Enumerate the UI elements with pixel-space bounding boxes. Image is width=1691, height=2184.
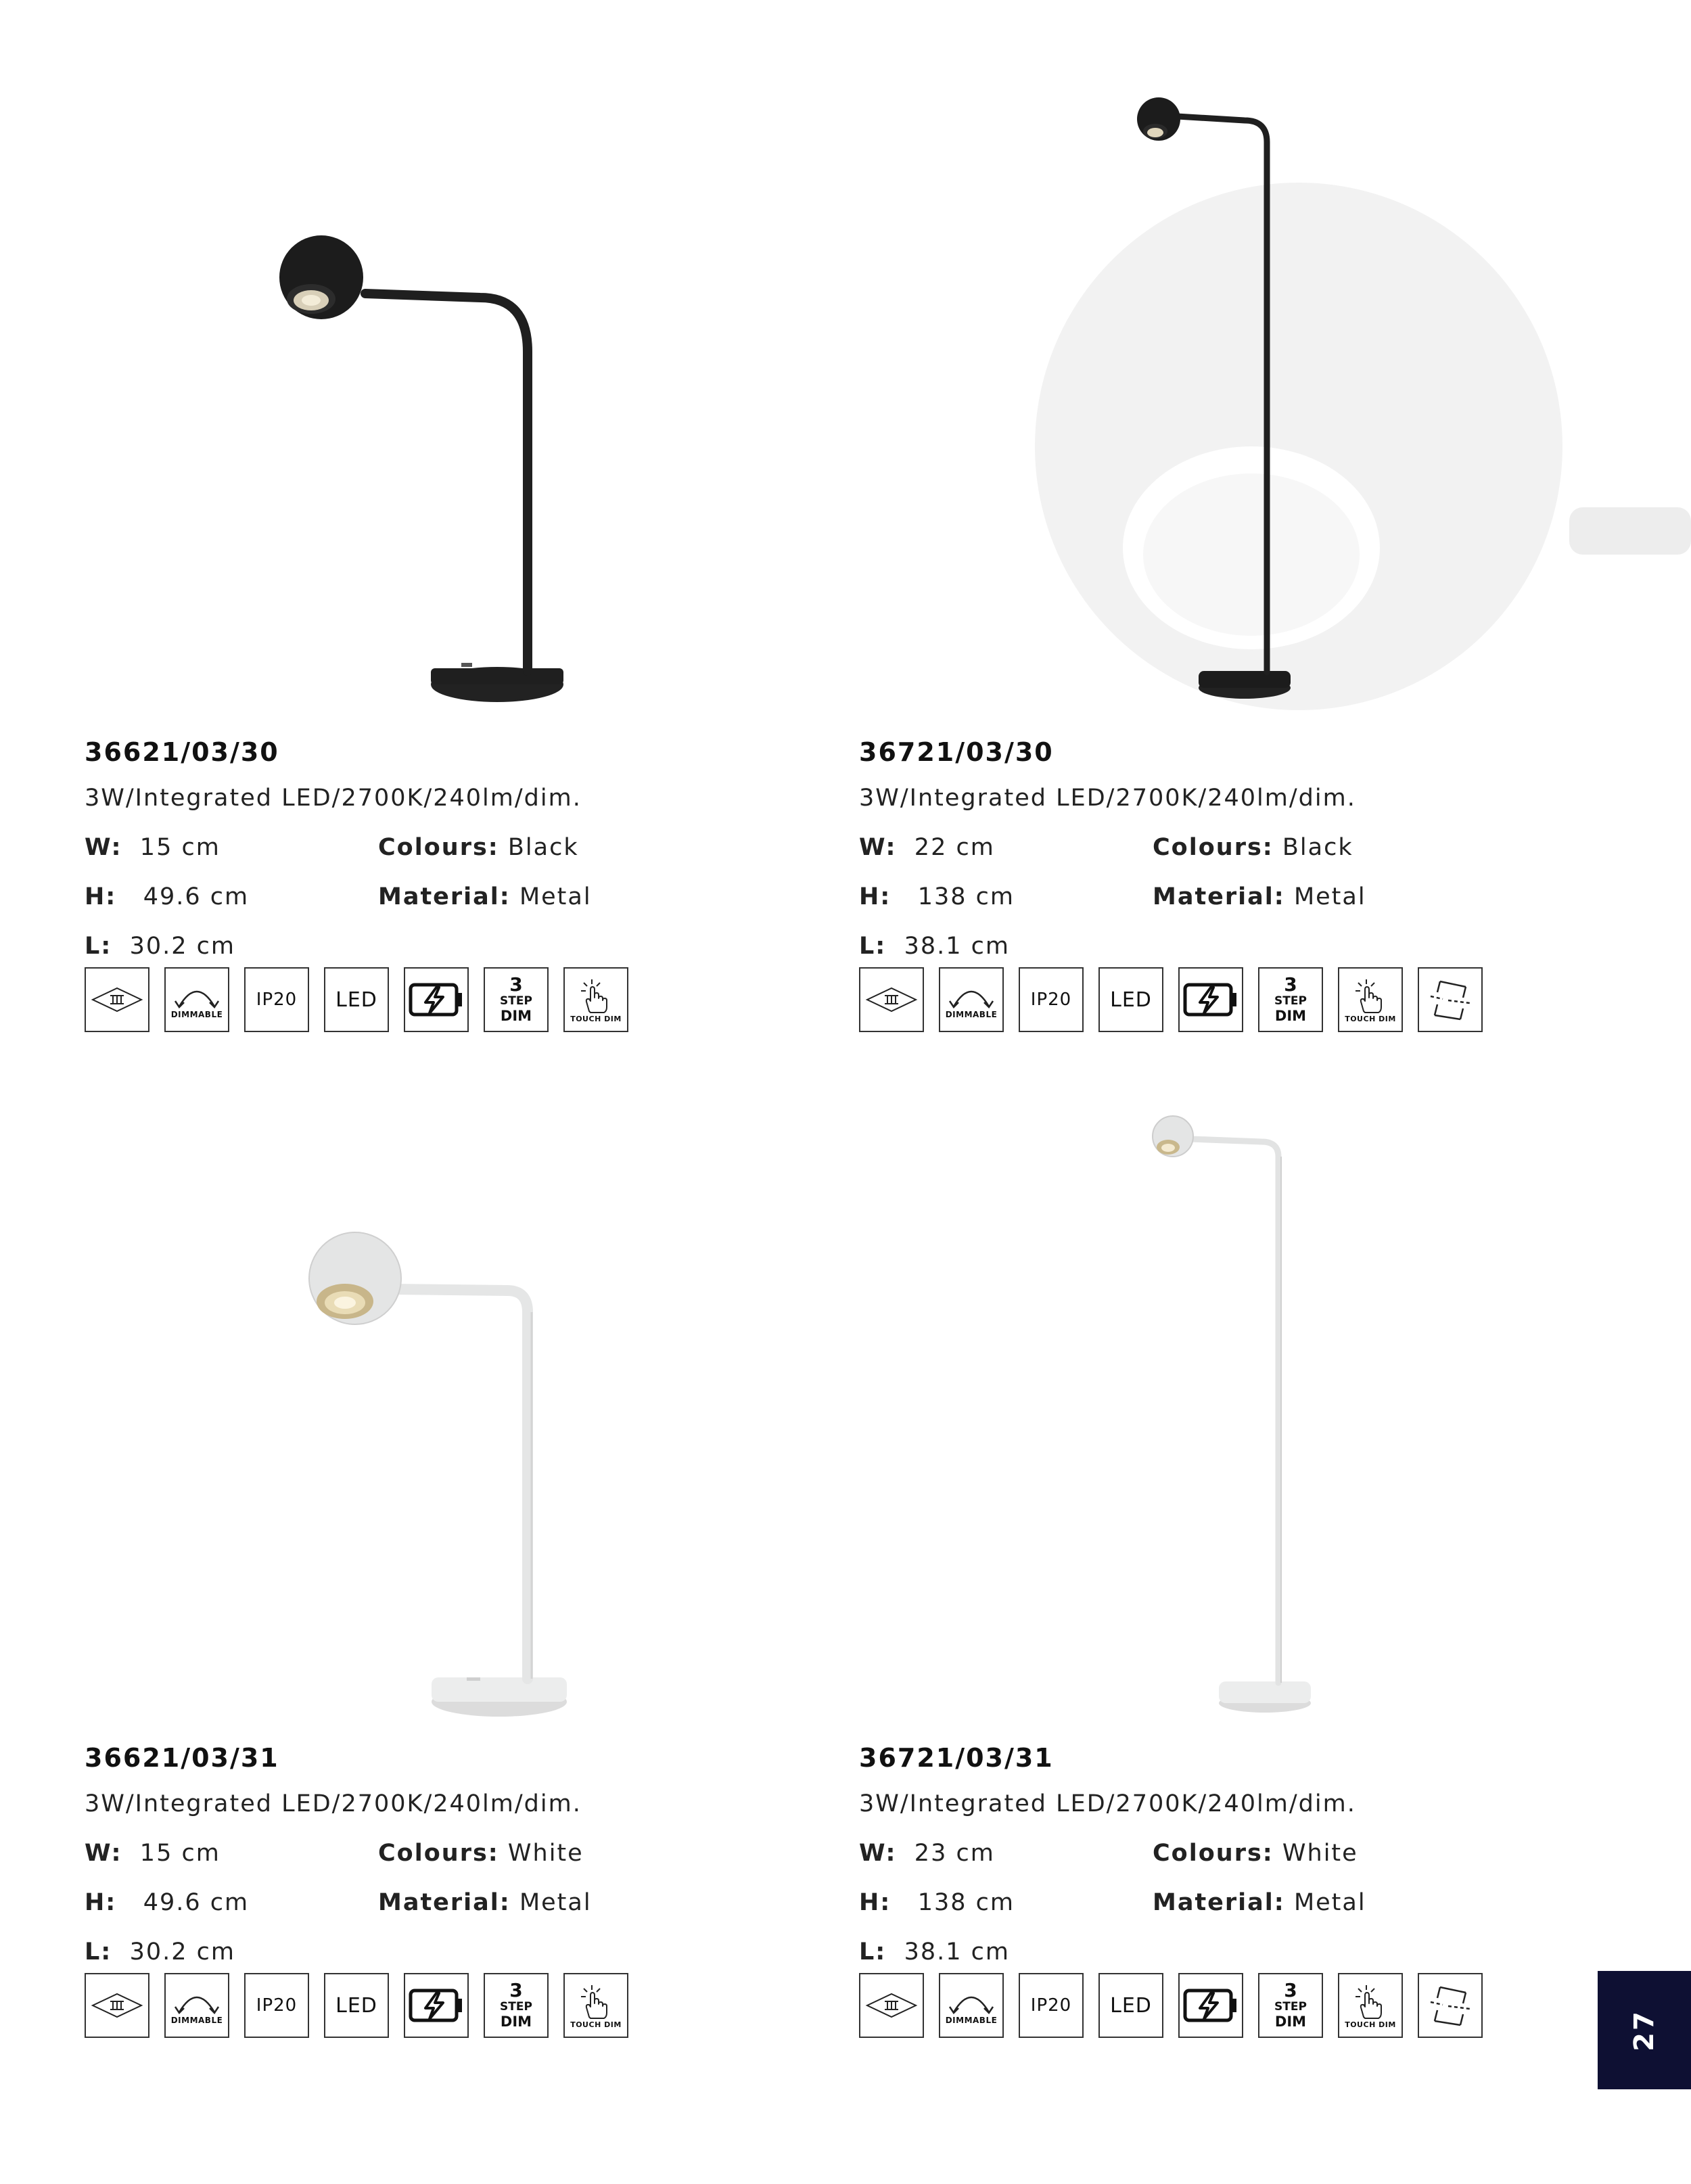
height-spec xyxy=(859,1889,1015,1916)
material-value: Metal xyxy=(519,883,592,910)
product-code: 36721/03/30 xyxy=(859,737,1054,767)
ip-rating: IP20 xyxy=(256,1995,298,2016)
height-label: H: xyxy=(859,1889,891,1916)
width-spec xyxy=(859,834,995,861)
material-label: Material: xyxy=(378,1889,511,1916)
step-count: 3 xyxy=(509,973,523,996)
ip20-icon xyxy=(1019,967,1084,1032)
length-label: L: xyxy=(85,933,112,960)
length-value: 30.2 cm xyxy=(129,1938,235,1966)
product-spec: 3W/Integrated LED/2700K/240lm/dim. xyxy=(85,1790,582,1817)
material-value: Metal xyxy=(1293,1889,1366,1916)
ip20-icon xyxy=(1019,1973,1084,2038)
step-count: 3 xyxy=(1284,1979,1297,2001)
led-icon xyxy=(324,1973,389,2038)
length-label: L: xyxy=(859,1938,887,1966)
touch-dim-icon xyxy=(563,967,628,1032)
dim-label: DIM xyxy=(500,2014,532,2030)
page-number: 27 xyxy=(1628,2009,1660,2051)
ip-rating: IP20 xyxy=(1030,1995,1072,2016)
rechargeable-battery-icon xyxy=(404,967,469,1032)
led-label: LED xyxy=(335,988,377,1012)
length-value: 38.1 cm xyxy=(904,1938,1010,1966)
length-value: 30.2 cm xyxy=(129,933,235,960)
class-3-icon xyxy=(85,1973,149,2038)
led-icon xyxy=(1098,967,1163,1032)
dimmable-caption: DIMMABLE xyxy=(945,1010,998,1019)
colours-spec xyxy=(378,834,579,861)
class-3-icon xyxy=(859,967,924,1032)
colours-spec xyxy=(1153,1840,1358,1867)
touch-dim-caption: TOUCH DIM xyxy=(1345,1014,1396,1023)
touch-dim-caption: TOUCH DIM xyxy=(570,1014,622,1023)
three-step-dim-icon xyxy=(484,967,549,1032)
led-icon xyxy=(324,967,389,1032)
colours-label: Colours: xyxy=(1153,834,1274,861)
material-value: Metal xyxy=(1293,883,1366,910)
height-spec xyxy=(859,883,1015,910)
product-code: 36621/03/31 xyxy=(85,1743,279,1773)
width-value: 22 cm xyxy=(914,834,995,861)
width-label: W: xyxy=(85,834,122,861)
length-label: L: xyxy=(859,933,887,960)
dim-label: DIM xyxy=(1274,1008,1307,1024)
dimmable-icon xyxy=(164,1973,229,2038)
product-spec: 3W/Integrated LED/2700K/240lm/dim. xyxy=(859,1790,1356,1817)
led-icon xyxy=(1098,1973,1163,2038)
touch-dim-icon xyxy=(1338,1973,1403,2038)
step-label: STEP xyxy=(1274,2000,1307,2014)
length-spec xyxy=(859,933,1010,960)
width-value: 15 cm xyxy=(139,1840,221,1867)
product-spec: 3W/Integrated LED/2700K/240lm/dim. xyxy=(859,785,1356,812)
touch-dim-caption: TOUCH DIM xyxy=(570,2020,622,2029)
adjustable-head-icon xyxy=(1418,1973,1483,2038)
dimmable-icon xyxy=(939,967,1004,1032)
colours-label: Colours: xyxy=(378,1840,499,1867)
width-spec xyxy=(859,1840,995,1867)
led-label: LED xyxy=(335,1993,377,2018)
height-spec xyxy=(85,1889,249,1916)
class-3-icon xyxy=(859,1973,924,2038)
material-spec xyxy=(1153,1889,1366,1916)
length-spec xyxy=(85,1938,235,1966)
length-spec xyxy=(85,933,235,960)
step-label: STEP xyxy=(500,2000,532,2014)
dimmable-caption: DIMMABLE xyxy=(945,2016,998,2025)
height-value: 138 cm xyxy=(917,883,1015,910)
dim-label: DIM xyxy=(500,1008,532,1024)
product-spec: 3W/Integrated LED/2700K/240lm/dim. xyxy=(85,785,582,812)
dimmable-caption: DIMMABLE xyxy=(170,2016,223,2025)
colours-label: Colours: xyxy=(1153,1840,1274,1867)
product-image-black-floor-lamp xyxy=(1028,88,1691,710)
three-step-dim-icon xyxy=(1258,967,1323,1032)
height-label: H: xyxy=(859,883,891,910)
colours-spec xyxy=(1153,834,1353,861)
dim-label: DIM xyxy=(1274,2014,1307,2030)
rechargeable-battery-icon xyxy=(1178,967,1243,1032)
colours-value: Black xyxy=(507,834,579,861)
product-code: 36621/03/30 xyxy=(85,737,279,767)
length-label: L: xyxy=(85,1938,112,1966)
height-label: H: xyxy=(85,883,117,910)
class-3-icon xyxy=(85,967,149,1032)
material-label: Material: xyxy=(1153,1889,1285,1916)
adjustable-head-icon xyxy=(1418,967,1483,1032)
product-image-black-desk-lamp xyxy=(257,216,582,710)
height-spec xyxy=(85,883,249,910)
led-label: LED xyxy=(1110,988,1152,1012)
three-step-dim-icon xyxy=(1258,1973,1323,2038)
material-label: Material: xyxy=(1153,883,1285,910)
rechargeable-battery-icon xyxy=(404,1973,469,2038)
height-value: 49.6 cm xyxy=(143,883,250,910)
height-value: 138 cm xyxy=(917,1889,1015,1916)
width-value: 15 cm xyxy=(139,834,221,861)
width-spec xyxy=(85,1840,221,1867)
material-spec xyxy=(1153,883,1366,910)
page-number-tab xyxy=(1598,1971,1691,2089)
width-label: W: xyxy=(859,834,897,861)
height-value: 49.6 cm xyxy=(143,1889,250,1916)
product-image-white-desk-lamp xyxy=(284,1217,582,1718)
led-label: LED xyxy=(1110,1993,1152,2018)
product-code: 36721/03/31 xyxy=(859,1743,1054,1773)
step-label: STEP xyxy=(1274,994,1307,1008)
width-label: W: xyxy=(85,1840,122,1867)
colours-value: White xyxy=(507,1840,584,1867)
step-label: STEP xyxy=(500,994,532,1008)
three-step-dim-icon xyxy=(484,1973,549,2038)
material-label: Material: xyxy=(378,883,511,910)
colours-spec xyxy=(378,1840,584,1867)
touch-dim-icon xyxy=(563,1973,628,2038)
ip-rating: IP20 xyxy=(256,990,298,1010)
material-value: Metal xyxy=(519,1889,592,1916)
dimmable-icon xyxy=(164,967,229,1032)
product-image-white-floor-lamp xyxy=(1136,1109,1353,1718)
material-spec xyxy=(378,883,592,910)
dimmable-icon xyxy=(939,1973,1004,2038)
step-count: 3 xyxy=(1284,973,1297,996)
width-value: 23 cm xyxy=(914,1840,995,1867)
ip-rating: IP20 xyxy=(1030,990,1072,1010)
length-value: 38.1 cm xyxy=(904,933,1010,960)
colours-value: White xyxy=(1282,1840,1358,1867)
colours-value: Black xyxy=(1282,834,1353,861)
ip20-icon xyxy=(244,967,309,1032)
step-count: 3 xyxy=(509,1979,523,2001)
material-spec xyxy=(378,1889,592,1916)
width-label: W: xyxy=(859,1840,897,1867)
colours-label: Colours: xyxy=(378,834,499,861)
ip20-icon xyxy=(244,1973,309,2038)
width-spec xyxy=(85,834,221,861)
touch-dim-icon xyxy=(1338,967,1403,1032)
rechargeable-battery-icon xyxy=(1178,1973,1243,2038)
length-spec xyxy=(859,1938,1010,1966)
dimmable-caption: DIMMABLE xyxy=(170,1010,223,1019)
height-label: H: xyxy=(85,1889,117,1916)
touch-dim-caption: TOUCH DIM xyxy=(1345,2020,1396,2029)
